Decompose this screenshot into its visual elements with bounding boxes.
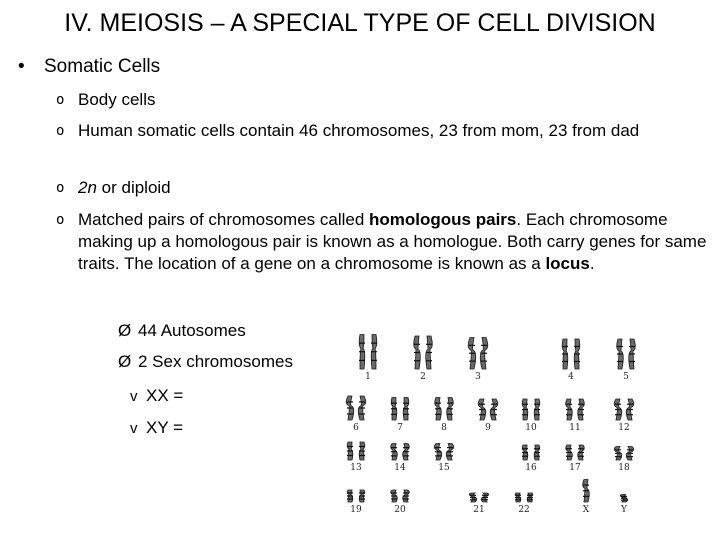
chromosome-pair	[522, 445, 540, 460]
sub-item-human-cells	[56, 120, 678, 142]
chromosome-pair	[515, 493, 533, 502]
xx-item	[130, 385, 183, 408]
chromosome-pair	[359, 335, 377, 370]
karyotype-label: 22	[518, 505, 530, 515]
chromosome-pair	[469, 493, 489, 502]
chromosome-pair	[583, 480, 590, 503]
sub-marker: o	[56, 212, 65, 228]
karyotype-label: 14	[394, 463, 406, 473]
karyotype-label: 16	[525, 463, 537, 473]
chromosome-pair	[562, 339, 580, 369]
pairs-bold: homologous pairs	[369, 210, 517, 229]
pairs-text-c: .	[589, 254, 595, 273]
chromosome-pair	[620, 495, 628, 503]
karyotype-label: 17	[569, 463, 581, 473]
karyotype-label: 20	[394, 505, 406, 515]
chromosome-pair	[434, 444, 454, 461]
chromosome-pair	[391, 490, 410, 502]
arrow-marker: Ø	[118, 321, 132, 340]
karyotype-label: 6	[353, 423, 359, 433]
chromosome-pair	[347, 442, 365, 460]
chromosome-pair	[435, 398, 454, 421]
pairs-text-a: Matched pairs of chromosomes called	[78, 210, 370, 229]
karyotype-label: 21	[473, 505, 485, 515]
chromosome-pair	[414, 336, 433, 369]
karyotype-image	[328, 322, 638, 522]
bullet-text: Somatic Cells	[44, 56, 161, 77]
karyotype-label: 3	[475, 372, 481, 382]
karyotype-label: 4	[568, 372, 574, 382]
chromosome-pair	[478, 399, 498, 420]
karyotype-label: 8	[441, 423, 447, 433]
karyotype-label: 13	[350, 463, 362, 473]
sub-item-text	[78, 177, 718, 199]
chromosome-pair	[566, 445, 585, 460]
karyotype-label: 9	[485, 423, 491, 433]
xx-text: XX =	[146, 386, 184, 405]
karyotype-label: 12	[618, 423, 630, 433]
chromosome-pair	[468, 338, 488, 370]
karyotype-label: 19	[350, 505, 362, 515]
xy-text: XY =	[146, 418, 184, 437]
chromosome-pair	[566, 399, 585, 420]
sub-item-diploid	[56, 177, 718, 199]
diploid-rest: or diploid	[96, 178, 171, 197]
karyotype-label: 15	[438, 463, 450, 473]
sub-marker: o	[56, 180, 65, 196]
bullet-somatic-cells	[18, 55, 160, 79]
chromosome-pair	[522, 399, 540, 420]
sub-marker: o	[56, 123, 65, 139]
chromosome-pair	[347, 490, 365, 502]
sub-marker: o	[56, 92, 65, 108]
arrow-marker: Ø	[118, 352, 132, 371]
chromosome-pair	[614, 399, 634, 420]
sex-chromosomes-text: 2 Sex chromosomes	[138, 352, 293, 371]
pairs-text-b: . Each chromosome making up a homologous pair is known as a homologue. Both carry genes for same traits. The location of a gene on a chromosome is known as a	[78, 210, 707, 273]
karyotype-label: 5	[623, 372, 629, 382]
locus-bold: locus	[545, 254, 590, 273]
karyotype-label: 2	[420, 372, 426, 382]
diamond-marker: v	[130, 420, 138, 437]
sub-item-text	[78, 209, 708, 275]
diamond-marker: v	[130, 388, 138, 405]
chromosome-pair	[391, 398, 409, 421]
karyotype-label: 18	[618, 463, 630, 473]
chromosome-pair	[391, 444, 410, 461]
sub-item-body-cells	[56, 89, 718, 111]
bullet-marker: •	[18, 56, 25, 77]
xy-item	[130, 417, 183, 440]
autosomes-item	[118, 320, 246, 342]
chromosome-pair	[614, 447, 634, 461]
karyotype-label: 11	[569, 423, 581, 433]
slide-title: IV. MEIOSIS – A SPECIAL TYPE OF CELL DIVISION	[64, 9, 656, 37]
diploid-italic: 2n	[78, 178, 97, 197]
sex-chromosomes-item	[118, 351, 293, 373]
chromosome-pair	[617, 339, 636, 369]
sub-item-homologous-pairs	[56, 209, 708, 275]
chromosome-pair	[346, 396, 366, 420]
sub-item-text: Human somatic cells contain 46 chromosomes, 23 from mom, 23 from dad	[78, 121, 640, 140]
sub-item-text: Body cells	[78, 90, 156, 109]
autosomes-text: 44 Autosomes	[138, 321, 246, 340]
karyotype-label: 1	[365, 372, 371, 382]
karyotype-label: Y	[621, 505, 627, 515]
karyotype-label: 10	[525, 423, 537, 433]
karyotype-label: X	[582, 505, 590, 515]
karyotype-label: 7	[397, 423, 403, 433]
